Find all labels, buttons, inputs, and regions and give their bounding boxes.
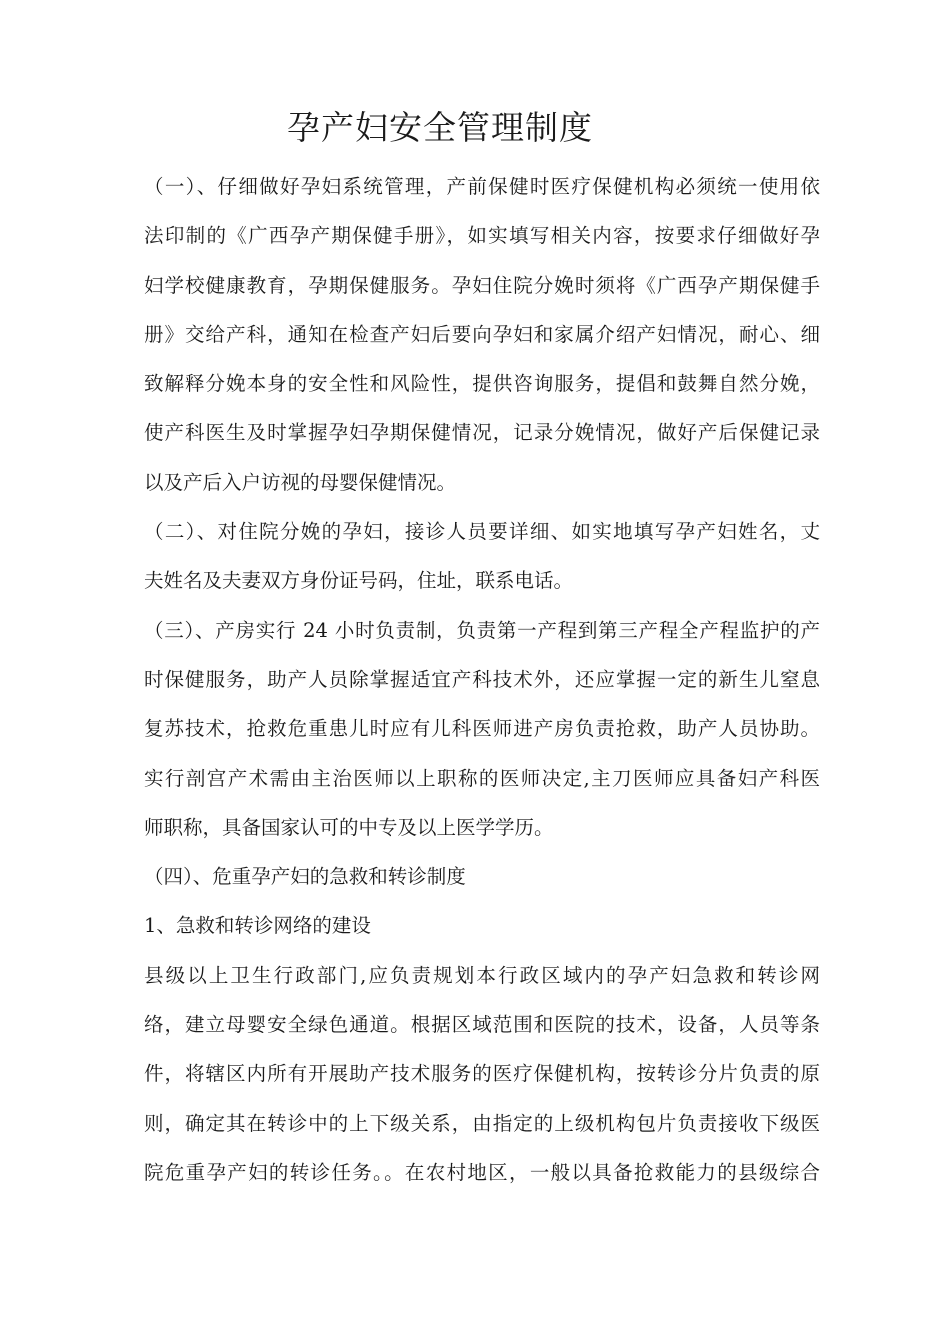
document-body xyxy=(144,162,820,1197)
text-line: 复苏技术，抢救危重患儿时应有儿科医师进产房负责抢救，助产人员协助。 xyxy=(144,717,820,741)
paragraph-1 xyxy=(144,162,820,507)
paragraph-3 xyxy=(144,606,820,852)
paragraph-6 xyxy=(144,951,820,1197)
text-line: 夫姓名及夫妻双方身份证号码，住址，联系电话。 xyxy=(144,569,574,593)
text-line: 络，建立母婴安全绿色通道。根据区域范围和医院的技术，设备，人员等条 xyxy=(144,1013,820,1037)
paragraph-5-subheading xyxy=(144,901,820,950)
text-line: （四）、危重孕产妇的急救和转诊制度 xyxy=(144,865,466,889)
text-line: 院危重孕产妇的转诊任务。。在农村地区，一般以具备抢救能力的县级综合 xyxy=(144,1160,820,1184)
paragraph-2 xyxy=(144,507,820,606)
document-title: 孕产妇安全管理制度 xyxy=(287,108,593,147)
text-line: 册》交给产科，通知在检查产妇后要向孕妇和家属介绍产妇情况，耐心、细 xyxy=(144,322,820,346)
text-line: 以及产后入户访视的母婴保健情况。 xyxy=(144,470,457,494)
text-line: 师职称，具备国家认可的中专及以上医学学历。 xyxy=(144,815,554,839)
paragraph-4-heading xyxy=(144,852,820,901)
text-line: 县级以上卫生行政部门,应负责规划本行政区域内的孕产妇急救和转诊网 xyxy=(144,963,820,987)
text-line: 1、急救和转诊网络的建设 xyxy=(144,914,371,938)
text-line: 妇学校健康教育，孕期保健服务。孕妇住院分娩时须将《广西孕产期保健手 xyxy=(144,273,820,297)
text-line: 致解释分娩本身的安全性和风险性，提供咨询服务，提倡和鼓舞自然分娩， xyxy=(144,372,820,396)
text-line: （三）、产房实行 24 小时负责制，负责第一产程到第三产程全产程监护的产 xyxy=(144,618,820,642)
text-line: 使产科医生及时掌握孕妇孕期保健情况，记录分娩情况，做好产后保健记录 xyxy=(144,421,820,445)
text-line: （二）、对住院分娩的孕妇，接诊人员要详细、如实地填写孕产妇姓名，丈 xyxy=(144,520,820,544)
text-line: （一）、仔细做好孕妇系统管理，产前保健时医疗保健机构必须统一使用依 xyxy=(144,175,820,198)
text-line: 则，确定其在转诊中的上下级关系，由指定的上级机构包片负责接收下级医 xyxy=(144,1111,820,1135)
text-line: 法印制的《广西孕产期保健手册》，如实填写相关内容，按要求仔细做好孕 xyxy=(144,224,820,248)
text-line: 时保健服务，助产人员除掌握适宜产科技术外，还应掌握一定的新生儿窒息 xyxy=(144,667,820,691)
text-line: 实行剖宫产术需由主治医师以上职称的医师决定,主刀医师应具备妇产科医 xyxy=(144,766,820,790)
text-line: 件，将辖区内所有开展助产技术服务的医疗保健机构，按转诊分片负责的原 xyxy=(144,1062,820,1086)
